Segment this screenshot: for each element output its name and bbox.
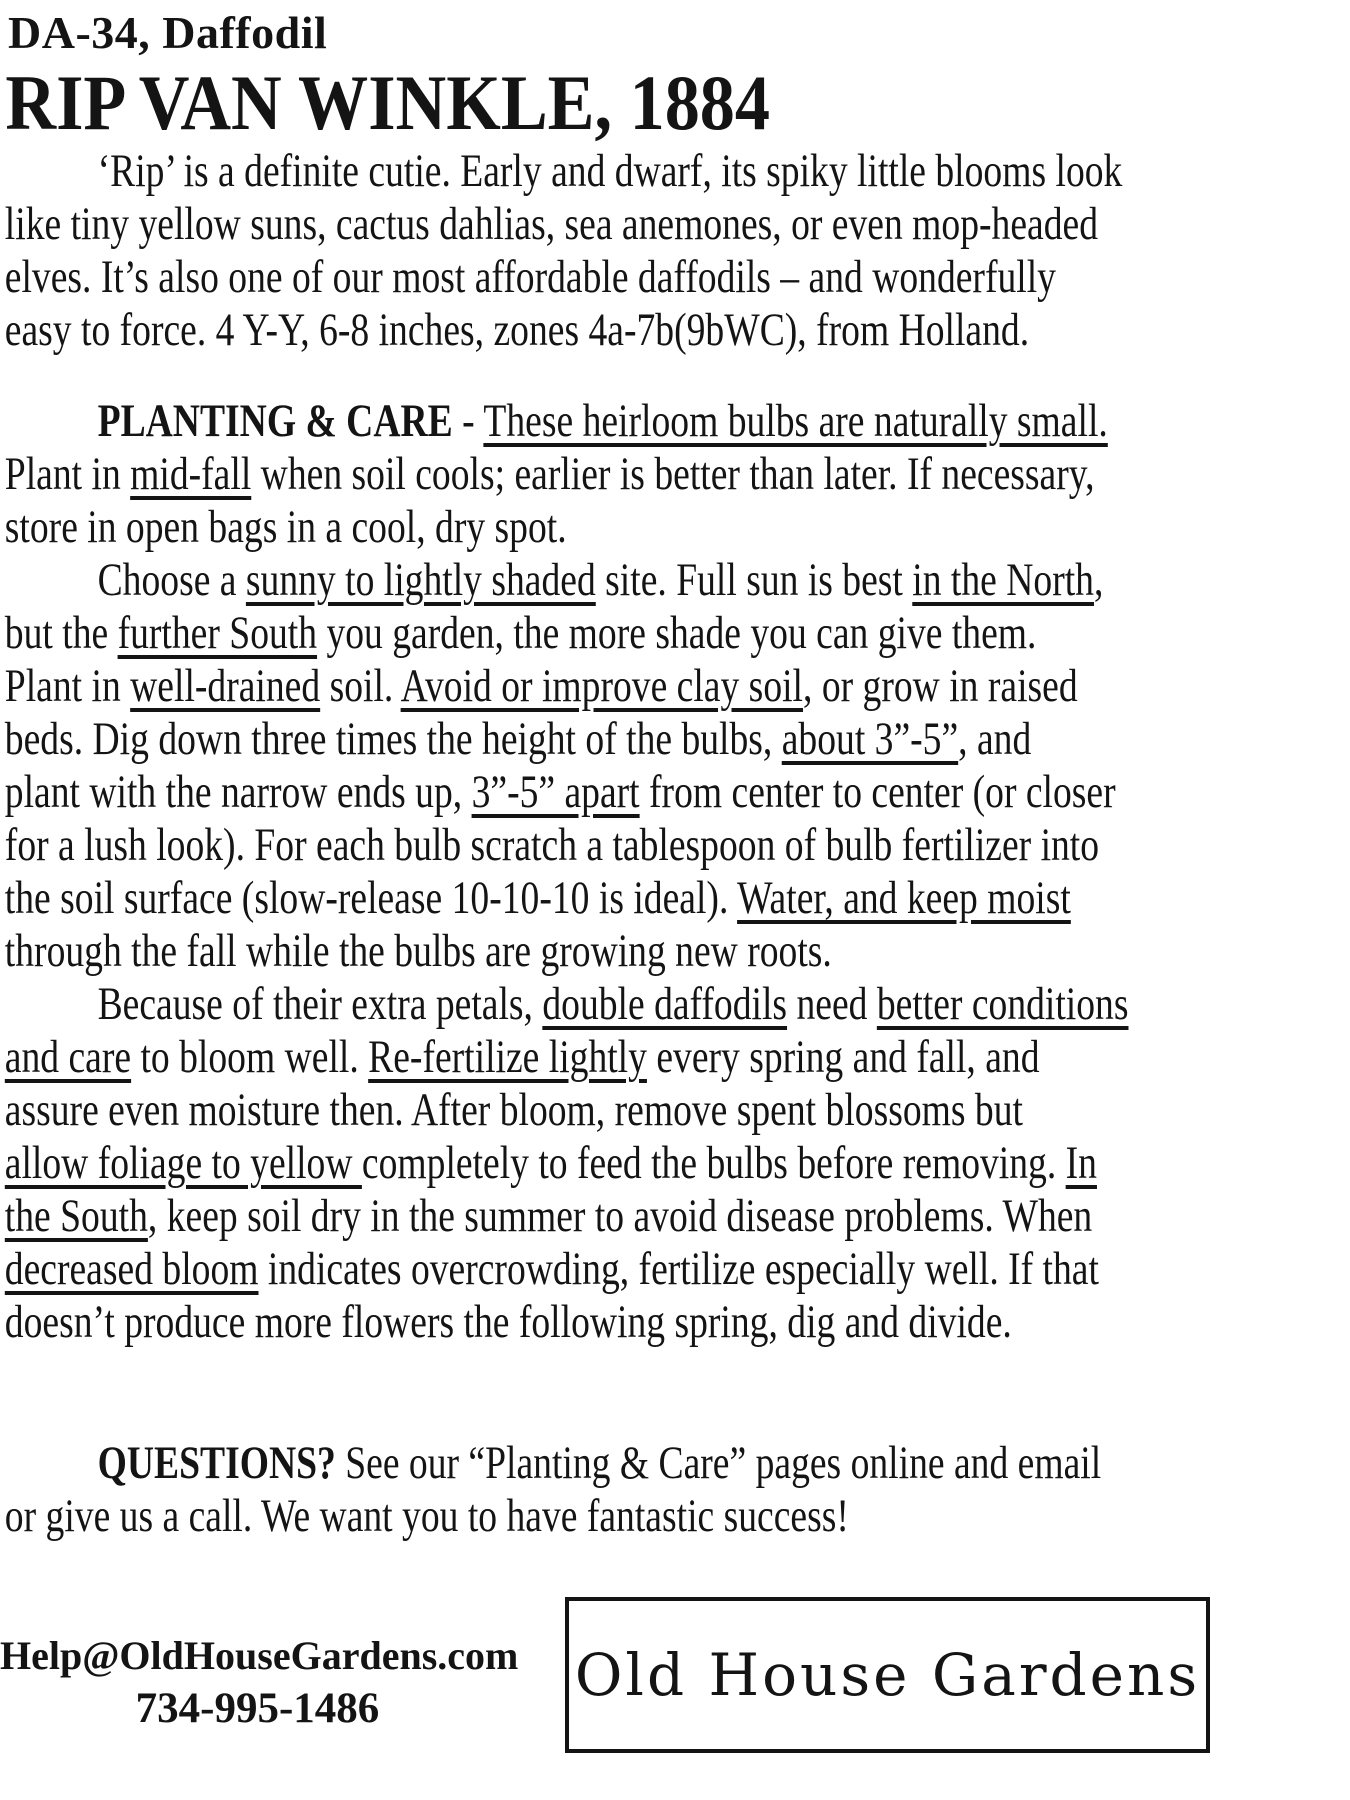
text-run: when soil cools; earlier is better than later. If necessary, bbox=[251, 448, 1095, 500]
underlined-text-run: about 3”-5” bbox=[781, 713, 959, 765]
text-line bbox=[5, 1243, 1350, 1296]
text-run: indicates overcrowding, fertilize especially well. If that bbox=[258, 1243, 1099, 1295]
underlined-text-run: Avoid or improve clay soil bbox=[400, 660, 804, 712]
underlined-text-run: further South bbox=[117, 607, 318, 659]
logo-box bbox=[565, 1597, 1210, 1753]
text-line bbox=[5, 660, 1350, 713]
page-title: RIP VAN WINKLE, 1884 bbox=[5, 59, 770, 146]
logo-text: Old House Gardens bbox=[574, 1641, 1201, 1709]
text-line bbox=[5, 501, 1350, 554]
underlined-text-run: In bbox=[1065, 1137, 1097, 1189]
text-line bbox=[5, 607, 1350, 660]
paragraph bbox=[5, 978, 1350, 1349]
text-line bbox=[5, 819, 1350, 872]
text-run: for a lush look). For each bulb scratch a tablespoon of bulb fertilizer into bbox=[4, 819, 1100, 871]
text-run: like tiny yellow suns, cactus dahlias, sea anemones, or even mop-headed bbox=[4, 198, 1099, 250]
text-line bbox=[5, 198, 1350, 251]
text-line bbox=[5, 1031, 1350, 1084]
text-run: See our “Planting & Care” pages online and email bbox=[335, 1437, 1102, 1489]
text-line bbox=[5, 145, 1350, 198]
text-run: to bloom well. bbox=[131, 1031, 369, 1083]
text-line bbox=[5, 872, 1350, 925]
text-line bbox=[5, 1437, 1350, 1490]
text-run: elves. It’s also one of our most affordable daffodils – and wonderfully bbox=[4, 251, 1056, 303]
underlined-text-run: mid-fall bbox=[130, 448, 252, 500]
title-wrap bbox=[0, 61, 1350, 145]
underlined-text-run: well-drained bbox=[130, 660, 321, 712]
text-run: , keep soil dry in the summer to avoid disease problems. When bbox=[147, 1190, 1093, 1242]
text-run: doesn’t produce more flowers the following spring, dig and divide. bbox=[4, 1296, 1012, 1348]
text-run: you garden, the more shade you can give them. bbox=[317, 607, 1037, 659]
text-run: Plant in bbox=[4, 660, 131, 712]
text-line bbox=[5, 1490, 1350, 1543]
underlined-text-run: 3”-5” apart bbox=[471, 766, 640, 818]
text-line bbox=[5, 1190, 1350, 1243]
text-line bbox=[5, 1296, 1350, 1349]
underlined-text-run: better conditions bbox=[876, 978, 1129, 1030]
underlined-text-run: double daffodils bbox=[542, 978, 788, 1030]
text-run: through the fall while the bulbs are growing new roots. bbox=[4, 925, 832, 977]
text-line bbox=[5, 713, 1350, 766]
text-run: but the bbox=[4, 607, 118, 659]
text-run: , and bbox=[958, 713, 1032, 765]
paragraph bbox=[5, 145, 1350, 357]
text-run: completely to feed the bulbs before removing. bbox=[361, 1137, 1066, 1189]
text-run: plant with the narrow ends up, bbox=[4, 766, 472, 818]
paragraph bbox=[5, 554, 1350, 978]
text-run: - bbox=[452, 395, 484, 447]
text-run: , or grow in raised bbox=[803, 660, 1078, 712]
text-run: Because of their extra petals, bbox=[97, 978, 543, 1030]
body-text bbox=[0, 145, 1350, 1543]
contact-phone: 734-995-1486 bbox=[135, 1685, 380, 1732]
underlined-text-run: sunny to lightly shaded bbox=[245, 554, 596, 606]
text-line bbox=[5, 448, 1350, 501]
underlined-text-run: Water, and keep moist bbox=[737, 872, 1071, 924]
text-run: from center to center (or closer bbox=[639, 766, 1116, 818]
text-run: Plant in bbox=[4, 448, 131, 500]
bold-text-run: PLANTING & CARE bbox=[97, 395, 453, 447]
text-run: assure even moisture then. After bloom, remove spent blossoms but bbox=[4, 1084, 1023, 1136]
text-run: store in open bags in a cool, dry spot. bbox=[4, 501, 567, 553]
underlined-text-run: allow foliage to yellow bbox=[4, 1137, 362, 1189]
underlined-text-run: These heirloom bulbs are naturally small. bbox=[483, 395, 1108, 447]
text-run: the soil surface (slow-release 10-10-10 is ideal). bbox=[4, 872, 738, 924]
paragraph bbox=[5, 1437, 1350, 1543]
underlined-text-run: in the North bbox=[912, 554, 1094, 606]
text-run: every spring and fall, and bbox=[646, 1031, 1040, 1083]
text-run: soil. bbox=[320, 660, 401, 712]
text-line bbox=[5, 554, 1350, 607]
underlined-text-run: and care bbox=[4, 1031, 132, 1083]
underlined-text-run: decreased bloom bbox=[4, 1243, 259, 1295]
bold-text-run: QUESTIONS? bbox=[97, 1437, 336, 1489]
text-run: ‘Rip’ is a definite cutie. Early and dwarf, its spiky little blooms look bbox=[97, 145, 1123, 197]
text-line bbox=[5, 1137, 1350, 1190]
text-line bbox=[5, 251, 1350, 304]
contact-email: Help@OldHouseGardens.com bbox=[0, 1633, 519, 1678]
text-run: site. Full sun is best bbox=[595, 554, 913, 606]
text-line bbox=[5, 766, 1350, 819]
text-run: need bbox=[787, 978, 877, 1030]
paragraph bbox=[5, 395, 1350, 554]
text-run: easy to force. 4 Y-Y, 6-8 inches, zones 4a-7b(9bWC), from Holland. bbox=[4, 304, 1030, 356]
text-line bbox=[5, 925, 1350, 978]
text-run: , bbox=[1093, 554, 1104, 606]
document-code: DA-34, Daffodil bbox=[8, 7, 328, 58]
text-line bbox=[5, 1084, 1350, 1137]
text-line bbox=[5, 978, 1350, 1031]
footer-contact bbox=[0, 1630, 519, 1736]
text-run: beds. Dig down three times the height of the bulbs, bbox=[4, 713, 782, 765]
text-line bbox=[5, 395, 1350, 448]
text-line bbox=[5, 304, 1350, 357]
underlined-text-run: Re-fertilize lightly bbox=[368, 1031, 647, 1083]
text-run: or give us a call. We want you to have fantastic success! bbox=[4, 1490, 849, 1542]
underlined-text-run: the South bbox=[4, 1190, 148, 1242]
text-run: Choose a bbox=[97, 554, 246, 606]
